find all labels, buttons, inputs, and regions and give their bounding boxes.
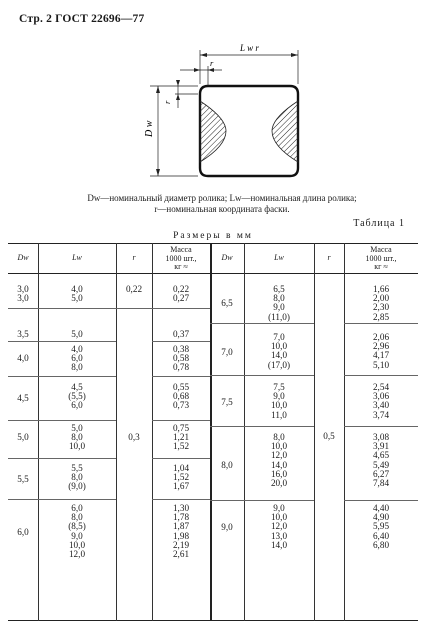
right-dw-group-7-5: 7,5 (221, 397, 233, 407)
header-dw: Dw (17, 253, 29, 262)
right-lw-group-7-5: 7,5 9,0 10,0 11,0 (270, 382, 288, 420)
right-lw-group-7-0: 7,0 10,0 14,0 (17,0) (267, 332, 291, 370)
left-dw-group-4-0: 4,0 (17, 353, 29, 363)
right-r-shared: 0,5 (323, 431, 335, 441)
left-lw-group-5-5: 5,5 8,0 (9,0) (68, 463, 86, 492)
left-mass-group-5-5: 1,04 1,52 1,67 (172, 463, 190, 492)
left-lw-group-5-0: 5,0 8,0 10,0 (68, 423, 86, 452)
right-lw-group-9-0: 9,0 10,0 12,0 13,0 14,0 (270, 503, 288, 550)
header-mass-2: Масса 1000 шт., кг ≈ (365, 245, 397, 271)
left-lw-group-3-5: 5,0 (71, 329, 83, 339)
left-dw-group-5-0: 5,0 (17, 432, 29, 442)
left-r-shared: 0,3 (128, 432, 140, 442)
left-lw-group-6-0: 6,0 8,0 (8,5) 9,0 10,0 12,0 (68, 503, 86, 560)
right-mass-group-9-0: 4,40 4,90 5,95 6,40 6,80 (372, 503, 390, 550)
left-mass-group-5-0: 0,75 1,21 1,52 (172, 423, 190, 452)
header-lw-2: Lw (274, 253, 284, 262)
dim-r-side-label: r (162, 100, 172, 104)
left-dw-group-3-5: 3,5 (17, 329, 29, 339)
left-lw-group-4-0: 4,0 6,0 8,0 (71, 344, 83, 373)
left-lw-group-4-5: 4,5 (5,5) 6,0 (68, 382, 86, 411)
right-dw-group-6-5: 6,5 (221, 298, 233, 308)
left-r-group-3-0: 0,22 (125, 284, 143, 294)
left-mass-group-4-5: 0,55 0,68 0,73 (172, 382, 190, 411)
header-dw-2: Dw (221, 253, 233, 262)
left-hatched-section (200, 101, 226, 162)
header-lw: Lw (72, 253, 82, 262)
right-hatched-section (272, 101, 298, 162)
dim-lw-label: L w r (240, 43, 259, 53)
right-dw-group-7-0: 7,0 (221, 347, 233, 357)
header-r-2: r (327, 253, 331, 262)
right-lw-group-8-0: 8,0 10,0 12,0 14,0 16,0 20,0 (270, 432, 288, 489)
left-dw-group-6-0: 6,0 (17, 527, 29, 537)
left-mass-group-3-5: 0,37 (172, 329, 190, 339)
caption-line1: Dw—номинальный диаметр ролика; Lw—номинальная длина ролика; (87, 193, 357, 203)
header-r: r (132, 253, 136, 262)
left-dw-group-4-5: 4,5 (17, 393, 29, 403)
left-dw-group-3-0: 3,0 3,0 (17, 284, 29, 304)
right-dw-group-9-0: 9,0 (221, 522, 233, 532)
right-lw-group-6-5: 6,5 8,0 9,0 (11,0) (268, 284, 290, 322)
left-mass-group-4-0: 0,38 0,58 0,78 (172, 344, 190, 373)
left-mass-group-6-0: 1,30 1,78 1,87 1,98 2,19 2,61 (172, 503, 190, 560)
left-dw-group-5-5: 5,5 (17, 474, 29, 484)
right-mass-group-7-5: 2,54 3,06 3,40 3,74 (372, 382, 390, 420)
left-mass-group-3-0: 0,22 0,27 (172, 284, 190, 304)
page-header: Стр. 2 ГОСТ 22696—77 (19, 13, 145, 25)
left-lw-group-3-0: 4,0 5,0 (71, 284, 83, 304)
sizes-table (8, 243, 418, 621)
right-dw-group-8-0: 8,0 (221, 460, 233, 470)
table-header-rule (8, 273, 418, 274)
right-mass-group-7-0: 2,06 2,96 4,17 5,10 (372, 332, 390, 370)
table-top-rule (8, 243, 418, 244)
dim-dw-label: D w (144, 120, 155, 137)
header-mass: Масса 1000 шт., кг ≈ (165, 245, 197, 271)
roller-drawing (0, 0, 426, 200)
sizes-title: Размеры в мм (173, 231, 253, 241)
right-mass-group-8-0: 3,08 3,91 4,65 5,49 6,27 7,84 (372, 432, 390, 489)
dim-r-top-label: r (210, 58, 214, 68)
table-bottom-rule (8, 620, 418, 621)
caption-line2: r—номинальная координата фаски. (154, 204, 290, 214)
table-label: Таблица 1 (353, 218, 405, 229)
right-mass-group-6-5: 1,66 2,00 2,30 2,85 (372, 284, 390, 322)
